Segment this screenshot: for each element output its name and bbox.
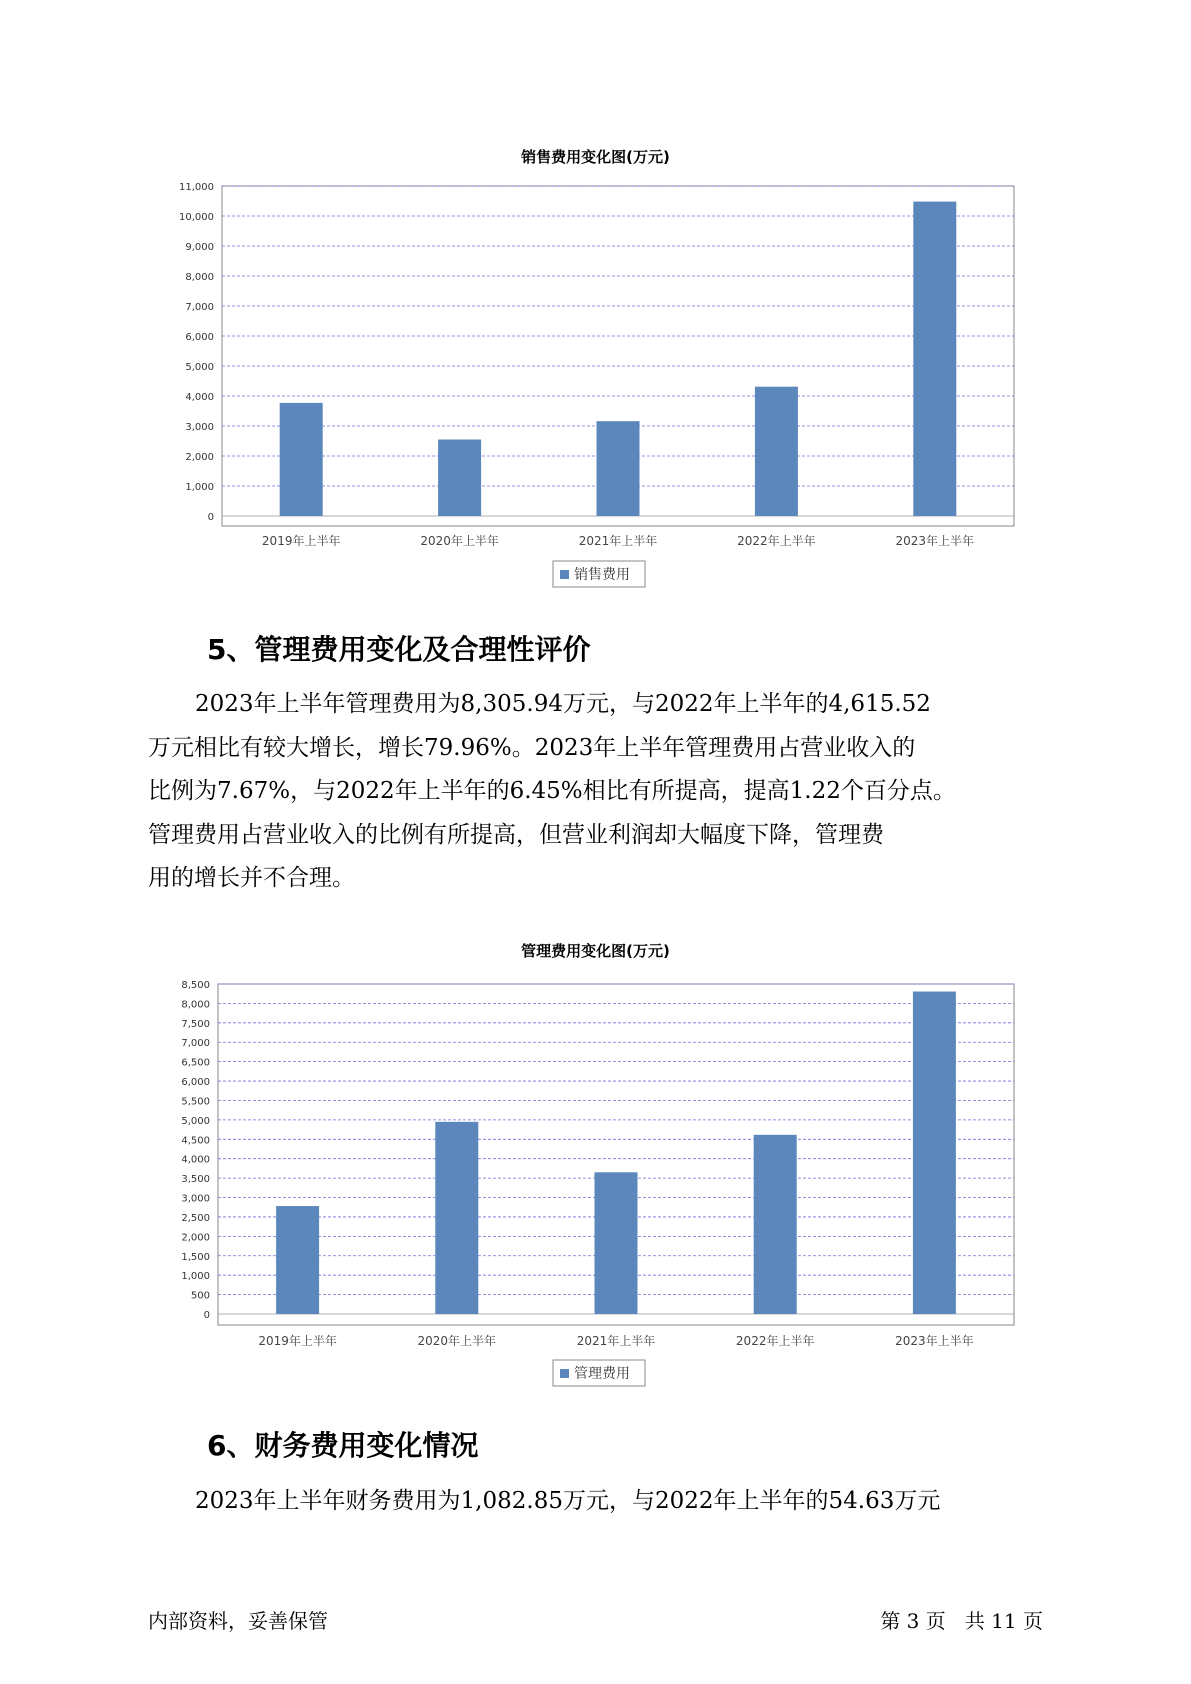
section-6-paragraph [148,1480,1053,1524]
y-tick-label: 4,500 [181,1135,210,1147]
y-tick-label: 7,000 [181,1038,210,1050]
y-tick-label: 9,000 [185,242,214,253]
y-tick-label: 500 [190,1290,210,1302]
x-tick-label: 2021年上半年 [576,1334,656,1348]
y-tick-label: 8,500 [181,980,210,991]
footer-page-number: 第 3 页 共 11 页 [880,1609,1043,1633]
legend-label: 管理费用 [574,1366,630,1382]
legend-swatch [560,1369,569,1378]
y-tick-label: 1,500 [181,1251,210,1263]
y-tick-label: 4,000 [185,392,214,403]
y-tick-label: 2,000 [181,1232,210,1244]
y-tick-label: 3,000 [185,422,214,433]
bar [276,1206,319,1314]
y-tick-label: 2,000 [185,452,214,463]
y-tick-label: 8,000 [185,272,214,283]
x-tick-label: 2020年上半年 [420,534,499,548]
y-tick-label: 5,500 [181,1096,210,1108]
bar [435,1122,478,1314]
y-tick-label: 6,000 [181,1077,210,1089]
y-tick-label: 10,000 [179,212,214,223]
y-tick-label: 3,000 [181,1193,210,1205]
x-tick-label: 2019年上半年 [261,534,341,548]
y-tick-label: 1,000 [185,482,214,493]
paragraph-line: 比例为7.67%，与2022年上半年的6.45%相比有所提高，提高1.22个百分点。 [148,778,956,804]
y-tick-label: 1,000 [181,1271,210,1283]
paragraph-line: 2023年上半年财务费用为1,082.85万元，与2022年上半年的54.63万元 [195,1488,941,1514]
y-tick-label: 4,000 [181,1154,210,1166]
chart-title-admin: 管理费用变化图(万元) [521,942,670,960]
bar [754,1135,797,1314]
y-tick-label: 0 [207,512,214,523]
y-tick-label: 11,000 [179,182,214,193]
x-tick-label: 2023年上半年 [895,1334,974,1348]
x-tick-label: 2022年上半年 [737,534,816,548]
bar [913,992,956,1314]
x-tick-label: 2022年上半年 [735,1334,815,1348]
y-tick-label: 2,500 [181,1212,210,1224]
y-tick-label: 7,500 [181,1018,210,1030]
section-5-heading: 5、管理费用变化及合理性评价 [207,633,591,666]
paragraph-line: 用的增长并不合理。 [148,865,355,891]
y-tick-label: 8,000 [181,999,210,1011]
x-tick-label: 2020年上半年 [417,1334,497,1348]
y-tick-label: 6,000 [185,332,214,343]
y-tick-label: 0 [203,1310,210,1321]
x-tick-label: 2023年上半年 [895,534,975,548]
footer-left: 内部资料，妥善保管 [148,1609,328,1633]
y-tick-label: 3,500 [181,1174,210,1186]
section-6-heading: 6、财务费用变化情况 [207,1429,479,1462]
chart-title-sales: 销售费用变化图(万元) [521,148,670,166]
x-tick-label: 2019年上半年 [258,1334,337,1348]
paragraph-line: 管理费用占营业收入的比例有所提高，但营业利润却大幅度下降，管理费 [148,821,884,848]
paragraph-line: 2023年上半年管理费用为8,305.94万元，与2022年上半年的4,615.52 [195,691,931,717]
y-tick-label: 6,500 [181,1057,210,1069]
bar [595,1172,638,1314]
y-tick-label: 7,000 [185,302,214,313]
x-tick-label: 2021年上半年 [578,534,658,548]
y-tick-label: 5,000 [185,362,214,373]
paragraph-line: 万元相比有较大增长，增长79.96%。2023年上半年管理费用占营业收入的 [148,734,916,761]
y-tick-label: 5,000 [181,1115,210,1127]
legend-label: 销售费用 [574,567,630,583]
